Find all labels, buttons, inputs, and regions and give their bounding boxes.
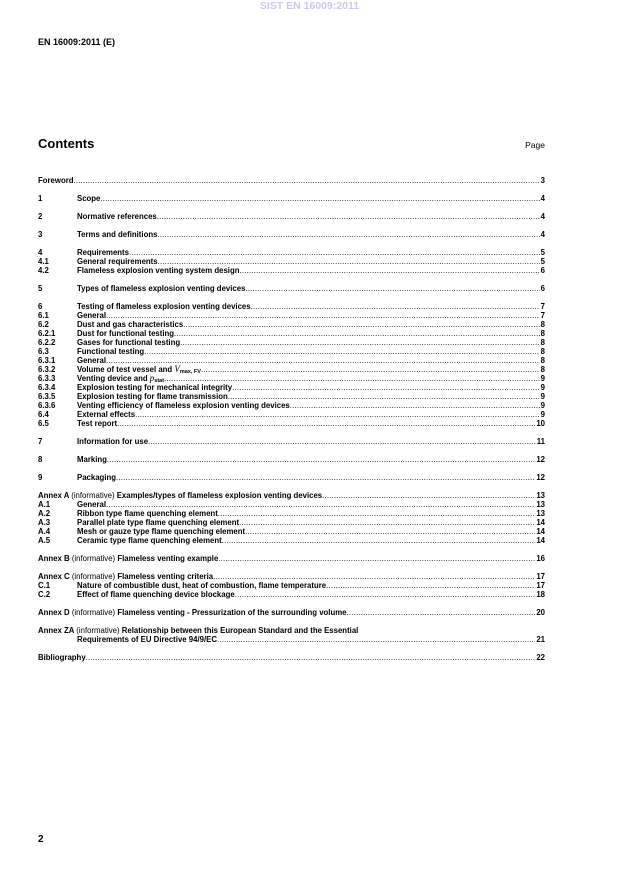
- toc-entry[interactable]: [38, 527, 545, 536]
- toc-group: [38, 473, 545, 482]
- toc-entry-title: [77, 527, 245, 536]
- dot-leader: [74, 176, 540, 185]
- toc-entry-page: 13: [536, 509, 545, 518]
- toc-entry[interactable]: [38, 590, 545, 599]
- toc-entry[interactable]: [38, 608, 545, 617]
- toc-entry-number: 4.2: [38, 266, 49, 275]
- dot-leader: [148, 437, 536, 446]
- toc-entry-text: Normative references: [77, 212, 157, 221]
- toc-entry-number: 6.1: [38, 311, 49, 320]
- toc-entry-title: [77, 311, 106, 320]
- toc-entry-number: 6.2.2: [38, 338, 56, 347]
- annex-label: Annex ZA: [38, 626, 75, 635]
- dot-leader: [222, 536, 536, 545]
- toc-entry-number: 6.3.5: [38, 392, 56, 401]
- toc-entry-text: Bibliography: [38, 653, 86, 662]
- dot-leader: [290, 401, 540, 410]
- toc-entry-number: C.1: [38, 581, 51, 590]
- toc-entry[interactable]: [38, 356, 545, 365]
- toc-entry-title: [77, 383, 232, 392]
- toc-entry-number: 6.3: [38, 347, 49, 356]
- toc-entry-number: 6: [38, 302, 43, 311]
- dot-leader: [106, 356, 540, 365]
- contents-title: Contents: [38, 136, 95, 151]
- toc-entry-text: Types of flameless explosion venting devices: [77, 284, 246, 293]
- toc-group: [38, 284, 545, 293]
- toc-entry-page: 7: [540, 302, 545, 311]
- toc-entry-text: Scope: [77, 194, 101, 203]
- toc-entry-page: 9: [540, 383, 545, 392]
- toc-group: [38, 230, 545, 239]
- toc-entry-page: 14: [536, 536, 545, 545]
- toc-entry[interactable]: [38, 581, 545, 590]
- toc-entry-title: [77, 419, 117, 428]
- toc-entry[interactable]: [38, 194, 545, 203]
- toc-entry-page: 10: [536, 419, 545, 428]
- toc-entry-text: Gases for functional testing: [77, 338, 181, 347]
- dot-leader: [239, 518, 535, 527]
- toc-entry-title: [77, 329, 174, 338]
- toc-entry-text: General: [77, 356, 107, 365]
- toc-entry-page: 9: [540, 401, 545, 410]
- toc-entry-number: 8: [38, 455, 43, 464]
- page-column-label: Page: [525, 140, 545, 150]
- toc-entry-number: 6.3.4: [38, 383, 56, 392]
- toc-entry-text: Dust for functional testing: [77, 329, 175, 338]
- toc-entry-page: 14: [536, 518, 545, 527]
- toc-entry-title: [38, 491, 322, 500]
- toc-entry-title: [77, 590, 235, 599]
- toc-entry[interactable]: [38, 536, 545, 545]
- toc-entry[interactable]: [38, 212, 545, 221]
- math-variable: V: [174, 365, 180, 374]
- annex-note: (informative): [76, 626, 120, 635]
- toc-entry-page: 17: [536, 572, 545, 581]
- toc-entry-number: A.5: [38, 536, 51, 545]
- toc-entry-number: 4: [38, 248, 43, 257]
- dot-leader: [106, 500, 535, 509]
- toc-entry-text: Nature of combustible dust, heat of combustion, flame temperature: [77, 581, 327, 590]
- toc-entry-text: Packaging: [77, 473, 116, 482]
- toc-entry[interactable]: [38, 653, 545, 662]
- toc-entry[interactable]: [38, 302, 545, 311]
- toc-entry-text: Testing of flameless explosion venting devices: [77, 302, 251, 311]
- toc-entry-page: 17: [536, 581, 545, 590]
- toc-entry-text: General: [77, 311, 107, 320]
- toc-entry[interactable]: [38, 284, 545, 293]
- dot-leader: [164, 374, 540, 383]
- toc-entry-title: [77, 266, 240, 275]
- toc-entry-number: 3: [38, 230, 43, 239]
- annex-label: Annex B: [38, 554, 70, 563]
- toc-entry-title: [77, 320, 183, 329]
- toc-entry-title: [38, 653, 86, 662]
- toc-entry-text: Parallel plate type flame quenching element: [77, 518, 240, 527]
- toc-entry-page: 8: [540, 329, 545, 338]
- toc-entry-text: Ceramic type flame quenching element: [77, 536, 222, 545]
- toc-entry[interactable]: [38, 230, 545, 239]
- toc-entry-text: Dust and gas characteristics: [77, 320, 184, 329]
- toc-entry[interactable]: [38, 437, 545, 446]
- annex-note: (informative): [71, 491, 115, 500]
- toc-entry-text: Functional testing: [77, 347, 145, 356]
- annex-label: Annex D: [38, 608, 70, 617]
- dot-leader: [235, 590, 536, 599]
- toc-entry-page: 13: [536, 491, 545, 500]
- toc-entry-title: [77, 302, 251, 311]
- dot-leader: [107, 455, 535, 464]
- dot-leader: [180, 338, 540, 347]
- toc-entry-title: [77, 536, 222, 545]
- toc-entry[interactable]: [38, 626, 545, 635]
- dot-leader: [129, 248, 540, 257]
- dot-leader: [157, 230, 539, 239]
- toc-entry[interactable]: [38, 491, 545, 500]
- toc-entry-page: 8: [540, 347, 545, 356]
- dot-leader: [228, 392, 540, 401]
- toc-entry-page: 16: [536, 554, 545, 563]
- toc-entry-page: 20: [536, 608, 545, 617]
- toc-entry-number: 2: [38, 212, 43, 221]
- toc-group: [38, 455, 545, 464]
- toc-entry[interactable]: [38, 365, 545, 374]
- dot-leader: [158, 257, 540, 266]
- dot-leader: [106, 311, 540, 320]
- toc-entry-number: 6.4: [38, 410, 49, 419]
- toc-entry-title: [77, 356, 106, 365]
- toc-entry-text: Terms and definitions: [77, 230, 158, 239]
- toc-entry-number: 6.3.3: [38, 374, 56, 383]
- watermark: SIST EN 16009:2011: [259, 0, 360, 12]
- dot-leader: [157, 212, 540, 221]
- dot-leader: [201, 365, 540, 374]
- toc-entry[interactable]: [38, 176, 545, 185]
- toc-group: [38, 302, 545, 428]
- toc-entry-number: A.3: [38, 518, 51, 527]
- toc-entry-title: [77, 230, 157, 239]
- toc-entry-text: Explosion testing for flame transmission: [77, 392, 228, 401]
- dot-leader: [217, 635, 535, 644]
- annex-title: Flameless venting - Pressurization of the surrounding volume: [117, 608, 347, 617]
- toc-entry-title: [77, 509, 218, 518]
- toc-entry-page: 11: [536, 437, 545, 446]
- toc-entry[interactable]: [38, 257, 545, 266]
- toc-entry[interactable]: [38, 374, 545, 383]
- page-number: 2: [38, 834, 44, 845]
- annex-note: (informative): [71, 554, 116, 563]
- document-header: EN 16009:2011 (E): [38, 37, 116, 47]
- toc-entry-number: C.2: [38, 590, 51, 599]
- toc-entry-number: 6.2: [38, 320, 49, 329]
- toc-entry-page: 4: [540, 230, 545, 239]
- dot-leader: [240, 266, 540, 275]
- toc-entry-page: 9: [540, 374, 545, 383]
- toc-entry[interactable]: [38, 329, 545, 338]
- toc-entry-page: 5: [540, 248, 545, 257]
- toc-entry-page: 3: [540, 176, 545, 185]
- toc-group: [38, 194, 545, 203]
- toc-entry-page: 13: [536, 500, 545, 509]
- toc-entry-text: Information for use: [77, 437, 149, 446]
- toc-entry-title: Requirements of EU Directive 94/9/EC: [77, 635, 217, 644]
- toc-entry-page: 8: [540, 338, 545, 347]
- dot-leader: [218, 554, 535, 563]
- toc-entry-number: A.1: [38, 500, 51, 509]
- toc-entry[interactable]: [38, 410, 545, 419]
- toc-entry-text: General: [77, 500, 107, 509]
- toc-entry[interactable]: [38, 320, 545, 329]
- dot-leader: [117, 419, 535, 428]
- toc-entry-text: Volume of test vessel and: [77, 365, 175, 374]
- toc-entry-text: External effects: [77, 410, 136, 419]
- toc-entry[interactable]: [38, 338, 545, 347]
- toc-entry-text: Flameless explosion venting system design: [77, 266, 240, 275]
- toc-entry[interactable]: [38, 572, 545, 581]
- toc-entry-number: 4.1: [38, 257, 49, 266]
- toc-entry-number: 6.2.1: [38, 329, 56, 338]
- dot-leader: [100, 194, 539, 203]
- toc-entry-number: 6.3.2: [38, 365, 56, 374]
- toc-entry-text: Requirements: [77, 248, 129, 257]
- toc-entry-page: 8: [540, 365, 545, 374]
- dot-leader: [144, 347, 540, 356]
- dot-leader: [245, 284, 539, 293]
- toc-group: [38, 608, 545, 617]
- toc-entry-page: 6: [540, 266, 545, 275]
- dot-leader: [213, 572, 535, 581]
- toc-entry-page: 14: [536, 527, 545, 536]
- annex-title: Examples/types of flameless explosion venting devices: [116, 491, 323, 500]
- toc-group: [38, 572, 545, 599]
- toc-entry[interactable]: [38, 347, 545, 356]
- math-subscript: stat: [154, 378, 165, 383]
- toc-group: [38, 176, 545, 185]
- toc-entry-title: [77, 347, 144, 356]
- toc-entry-page: 8: [540, 356, 545, 365]
- toc-entry-number: 1: [38, 194, 43, 203]
- toc-entry[interactable]: [38, 401, 545, 410]
- dot-leader: [245, 527, 535, 536]
- annex-title: Relationship between this European Standard and the Essential: [121, 626, 359, 635]
- toc-entry-page: 7: [540, 311, 545, 320]
- toc-entry-number: A.4: [38, 527, 51, 536]
- toc-entry-number: 6.5: [38, 419, 49, 428]
- annex-note: (informative): [71, 608, 116, 617]
- math-variable: p: [149, 374, 155, 383]
- toc-entry[interactable]: [38, 455, 545, 464]
- toc-entry[interactable]: [38, 392, 545, 401]
- toc-entry-title: [77, 410, 135, 419]
- dot-leader: [232, 383, 540, 392]
- dot-leader: [174, 329, 540, 338]
- toc-entry[interactable]: [38, 419, 545, 428]
- toc-entry-text: Foreword: [38, 176, 74, 185]
- toc-entry-page: 8: [540, 320, 545, 329]
- toc-entry-title: [77, 194, 100, 203]
- toc-entry[interactable]: [38, 500, 545, 509]
- toc-entry[interactable]: [38, 473, 545, 482]
- math-subscript: max, FV: [179, 369, 201, 374]
- toc-group: [38, 626, 545, 644]
- toc-group: [38, 212, 545, 221]
- toc-entry[interactable]: [38, 383, 545, 392]
- toc-entry-title: [38, 608, 347, 617]
- annex-title: Flameless venting example: [117, 554, 219, 563]
- toc-entry-text: Venting efficiency of flameless explosion venting devices: [77, 401, 290, 410]
- toc-group: [38, 437, 545, 446]
- toc-group: [38, 491, 545, 545]
- toc-entry-title: [77, 518, 239, 527]
- toc-entry-title: [38, 176, 74, 185]
- toc-entry-text: Mesh or gauze type flame quenching element: [77, 527, 246, 536]
- toc-entry-title: [77, 212, 157, 221]
- toc-entry-text: Effect of flame quenching device blockage: [77, 590, 235, 599]
- toc-entry-continuation[interactable]: [38, 635, 545, 644]
- toc-entry-title: [77, 338, 180, 347]
- dot-leader: [183, 320, 539, 329]
- toc-entry[interactable]: [38, 311, 545, 320]
- toc-entry-number: 7: [38, 437, 43, 446]
- toc-entry[interactable]: [38, 509, 545, 518]
- toc-group: [38, 554, 545, 563]
- toc-entry-number: 9: [38, 473, 43, 482]
- dot-leader: [135, 410, 540, 419]
- toc-entry-title: [77, 500, 106, 509]
- toc-entry-title: [77, 248, 129, 257]
- toc-entry-title: [77, 392, 228, 401]
- toc-entry-text: Ribbon type flame quenching element: [77, 509, 218, 518]
- toc-entry-title: [77, 401, 290, 410]
- toc-entry-number: 6.3.1: [38, 356, 56, 365]
- toc-entry-title: [38, 554, 218, 563]
- toc-entry-text: Test report: [77, 419, 118, 428]
- annex-note: (informative): [71, 572, 116, 581]
- toc-group: [38, 248, 545, 275]
- annex-label: Annex A: [38, 491, 70, 500]
- toc-entry-page: 6: [540, 284, 545, 293]
- dot-leader: [322, 491, 535, 500]
- toc-group: [38, 653, 545, 662]
- toc-entry-number: 5: [38, 284, 43, 293]
- dot-leader: [251, 302, 540, 311]
- toc-entry-title: [38, 626, 358, 635]
- toc-entry-title: [77, 473, 116, 482]
- toc-entry-page: 21: [536, 635, 545, 644]
- toc-entry[interactable]: [38, 266, 545, 275]
- toc-entry-page: 12: [536, 473, 545, 482]
- toc-entry-title: [38, 572, 213, 581]
- toc-entry-page: 22: [536, 653, 545, 662]
- toc-entry-page: 18: [536, 590, 545, 599]
- toc-entry-text: General requirements: [77, 257, 158, 266]
- annex-label: Annex C: [38, 572, 70, 581]
- toc-entry-number: 6.3.6: [38, 401, 56, 410]
- toc-entry[interactable]: [38, 554, 545, 563]
- toc-entry-page: 4: [540, 212, 545, 221]
- dot-leader: [218, 509, 536, 518]
- toc-entry[interactable]: [38, 518, 545, 527]
- toc-entry-title: [77, 581, 326, 590]
- toc-entry-title: [77, 257, 158, 266]
- toc-entry-text: Explosion testing for mechanical integrity: [77, 383, 233, 392]
- toc-entry-title: [77, 284, 245, 293]
- dot-leader: [116, 473, 535, 482]
- toc-entry-title: [77, 374, 164, 383]
- dot-leader: [326, 581, 535, 590]
- toc-entry-title: [77, 437, 148, 446]
- toc-entry-page: 4: [540, 194, 545, 203]
- toc-entry[interactable]: [38, 248, 545, 257]
- toc-entry-page: 9: [540, 410, 545, 419]
- annex-title: Flameless venting criteria: [117, 572, 214, 581]
- dot-leader: [86, 653, 536, 662]
- toc-entry-number: A.2: [38, 509, 51, 518]
- toc-entry-text: Venting device and: [77, 374, 150, 383]
- toc-entry-page: 5: [540, 257, 545, 266]
- dot-leader: [347, 608, 536, 617]
- toc-entry-page: 12: [536, 455, 545, 464]
- toc-entry-title: [77, 365, 201, 374]
- toc-entry-text: Marking: [77, 455, 107, 464]
- toc-entry-page: 9: [540, 392, 545, 401]
- table-of-contents: [38, 176, 545, 662]
- toc-entry-title: [77, 455, 107, 464]
